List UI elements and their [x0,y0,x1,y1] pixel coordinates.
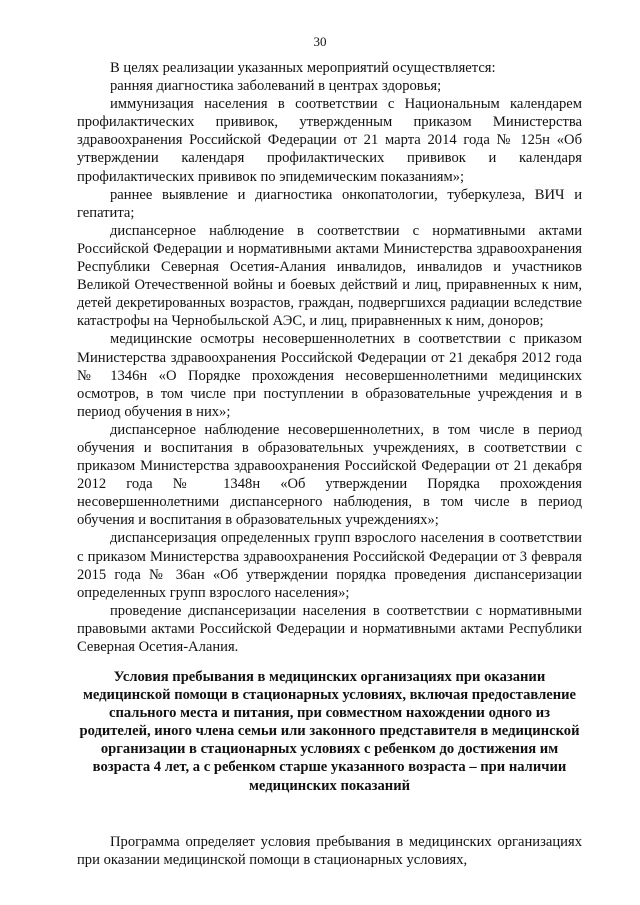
paragraph: Программа определяет условия пребывания в медицинских организациях при оказании медицинской помощи в стационарных условиях, [77,834,582,869]
tail-text [77,833,582,869]
paragraph: диспансеризация определенных групп взрослого населения в соответствии с приказом Министерства здравоохранения Российской Федерации от 3 февраля 2015 года № 36ан «Об утверждении порядка проведения диспансеризации определенных групп взрослого населения»; [77,530,582,601]
page-number: 30 [313,34,327,49]
section-heading: Условия пребывания в медицинских организациях при оказании медицинской помощи в стационарных условиях, включая предоставление спального места и питания, при совместном нахождении одного из родителей, иного члена семьи или законного представителя в медицинской организации в стационарных условиях с ребенком до достижения им возраста 4 лет, а с ребенком старше указанного возраста – при наличии медицинских показаний [79,669,580,794]
paragraph: диспансерное наблюдение в соответствии с нормативными актами Российской Федерации и нормативными актами Министерства здравоохранения Республики Северная Осетия-Алания инвалидов, инвалидов и участников Великой Отечественной войны и боевых действий и лиц, приравненных к ним, детей декретированных возрастов, граждан, подвергшихся радиации вследствие катастрофы на Чернобыльской АЭС, и лиц, приравненных к ним, доноров; [77,222,582,330]
body-text [77,59,582,656]
paragraph: диспансерное наблюдение несовершеннолетних, в том числе в период обучения и воспитания в образовательных учреждениях, в соответствии с приказом Министерства здравоохранения Российской Федерации от 21 декабря 2012 года № 1348н «Об утверждении Порядка прохождения несовершеннолетними диспансерного наблюдения, в том числе в период обучения и воспитания в образовательных учреждениях»; [77,421,582,529]
paragraph: иммунизация населения в соответствии с Национальным календарем профилактических прививок, утвержденным приказом Министерства здравоохранения Российской Федерации от 21 марта 2014 года № 125н «Об утверждении календаря профилактических прививок и календаря профилактических прививок по эпидемическим показаниям»; [77,96,582,185]
paragraph: ранняя диагностика заболеваний в центрах здоровья; [110,78,442,95]
paragraph: проведение диспансеризации населения в соответствии с нормативными правовыми актами Российской Федерации и нормативными актами Республики Северная Осетия-Алания. [77,602,582,655]
paragraph: раннее выявление и диагностика онкопатологии, туберкулеза, ВИЧ и гепатита; [77,186,582,221]
paragraph: медицинские осмотры несовершеннолетних в соответствии с приказом Министерства здравоохранения Российской Федерации от 21 декабря 2012 года № 1346н «О Порядке прохождения несовершеннолетними медицинских осмотров, в том числе при поступлении в образовательные учреждения и в период обучения в них»; [77,331,582,420]
paragraph: В целях реализации указанных мероприятий осуществляется: [110,60,496,76]
